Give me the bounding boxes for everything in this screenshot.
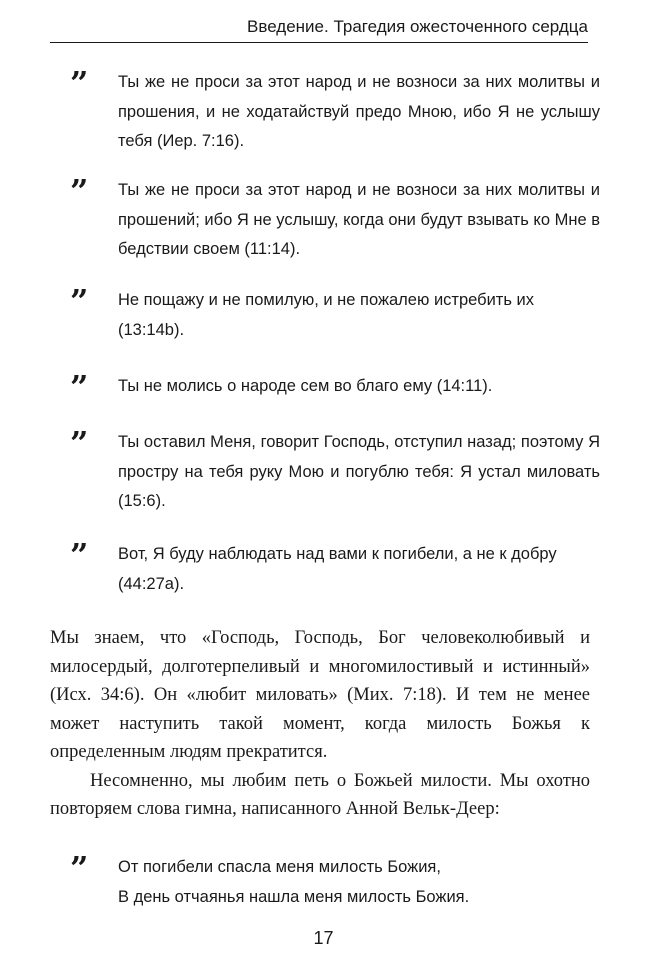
quote-block [70,424,600,517]
header-rule [50,42,588,43]
quote-block [70,172,600,265]
quote-mark-icon: ” [70,64,87,102]
quote-mark-icon: ” [70,424,87,462]
paragraph: Несомненно, мы любим петь о Божьей милости. Мы охотно повторяем слова гимна, написанного Анной Вельк-Деер: [50,770,590,819]
quote-mark-icon: ” [70,536,87,574]
paragraph: Мы знаем, что «Господь, Господь, Бог человеколюбивый и милосердый, долготерпеливый и многомилостивый и истинный» (Исх. 34:6). Он «любит миловать» (Мих. 7:18). И тем не менее может наступить такой момент, когда милость Божья к определенным людям прекратится. [50,628,590,762]
quote-mark-icon: ” [70,368,87,406]
page-number: 17 [313,928,334,948]
body-text [50,624,590,824]
quote-block [70,282,600,345]
hymn-quote [70,849,600,912]
quote-mark-icon: ” [70,172,87,210]
running-header: Введение. Трагедия ожесточенного сердца [247,17,588,36]
hymn-line: От погибели спасла меня милость Божия, [118,858,441,876]
quote-text: Ты не молись о народе сем во благо ему (14:11). [118,377,493,395]
quote-mark-icon: ” [70,282,87,320]
quote-text: Ты же не проси за этот народ и не возноси за них молитвы и прошений; ибо Я не услышу, когда они будут взывать ко Мне в бедствии своем (11:14). [118,181,600,258]
quote-block [70,368,600,406]
quote-mark-icon: ” [70,849,87,887]
quote-block [70,64,600,157]
quote-block [70,536,600,599]
quote-text: Ты же не проси за этот народ и не возноси за них молитвы и прошения, и не ходатайствуй предо Мною, ибо Я не услышу тебя (Иер. 7:16). [118,73,600,150]
quote-text: Ты оставил Меня, говорит Господь, отступил назад; поэтому Я простру на тебя руку Мою и погублю тебя: Я устал миловать (15:6). [118,433,600,510]
quote-text: Не пощажу и не помилую, и не пожалею истребить их (13:14b). [118,291,535,339]
hymn-line: В день отчаянья нашла меня милость Божия. [118,887,470,906]
quote-text: Вот, Я буду наблюдать над вами к погибели, а не к добру (44:27a). [118,545,557,593]
